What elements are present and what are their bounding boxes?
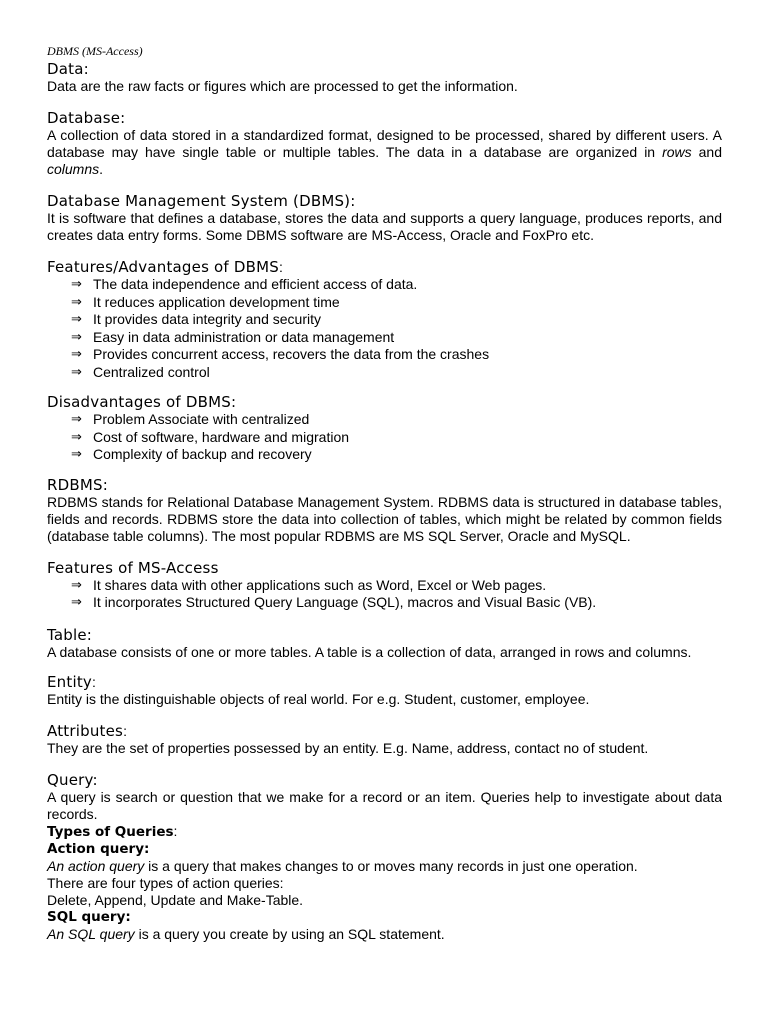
list-item: ⇒ Problem Associate with centralized xyxy=(71,411,722,429)
types-title: Types of Queries xyxy=(47,823,174,840)
heading-attributes xyxy=(47,722,722,740)
database-and-word: and xyxy=(691,144,722,160)
section-table xyxy=(47,626,722,661)
paragraph-action-list: Delete, Append, Update and Make-Table. xyxy=(47,891,304,908)
list-item: ⇒ It provides data integrity and security xyxy=(71,311,722,329)
entity-colon: : xyxy=(92,673,97,690)
paragraph-query: A query is search or question that we make for a record or an item. Queries help to investigate about data records. xyxy=(47,788,722,822)
list-item: ⇒ It incorporates Structured Query Language (SQL), macros and Visual Basic (VB). xyxy=(71,594,722,612)
disadvantages-list xyxy=(47,411,722,464)
database-period: . xyxy=(99,161,104,177)
database-columns-word: columns xyxy=(47,161,100,177)
section-database xyxy=(47,109,722,178)
paragraph-sql-query xyxy=(47,926,722,943)
entity-title: Entity xyxy=(47,672,92,691)
paragraph-attributes: They are the set of properties possessed by an entity. E.g. Name, address, contact no of student. xyxy=(47,739,649,756)
section-data xyxy=(47,60,722,95)
attributes-colon: : xyxy=(123,722,128,739)
paragraph-table: A database consists of one or more tables. A table is a collection of data, arranged in rows and columns. xyxy=(47,643,692,660)
advantages-title: Features/Advantages of DBMS xyxy=(47,258,279,276)
access-features-list xyxy=(47,577,722,612)
heading-access-features: Features of MS-Access xyxy=(47,558,219,577)
heading-data: Data: xyxy=(47,60,89,78)
types-colon: : xyxy=(173,822,178,839)
attributes-title: Attributes xyxy=(47,721,124,740)
document-header: DBMS (MS-Access) xyxy=(47,44,143,58)
paragraph-data: Data are the raw facts or figures which are processed to get the information. xyxy=(47,78,518,94)
sql-query-term: An SQL query xyxy=(47,925,135,942)
section-rdbms xyxy=(47,476,722,545)
paragraph-action-types: There are four types of action queries: xyxy=(47,874,284,891)
list-item: ⇒ Complexity of backup and recovery xyxy=(71,446,722,464)
paragraph-action-query xyxy=(47,858,722,875)
section-access-features xyxy=(47,559,722,612)
section-attributes xyxy=(47,722,722,757)
advantages-colon: : xyxy=(278,259,284,275)
action-query-text: is a query that makes changes to or moves many records in just one operation. xyxy=(144,857,638,874)
list-item: ⇒ It shares data with other applications such as Word, Excel or Web pages. xyxy=(71,577,722,595)
heading-query: Query: xyxy=(47,770,98,789)
list-item: ⇒ Easy in data administration or data management xyxy=(71,329,722,347)
document-page xyxy=(47,44,722,943)
paragraph-rdbms: RDBMS stands for Relational Database Management System. RDBMS data is structured in database tables, fields and records. RDBMS store the data into collection of tables, which might be related by common fields (database table columns). The most popular RDBMS are MS SQL Server, Oracle and MySQL. xyxy=(47,493,722,544)
heading-types-of-queries xyxy=(47,823,722,841)
database-rows-word: rows xyxy=(662,144,692,160)
heading-advantages xyxy=(47,258,722,276)
section-dbms xyxy=(47,192,722,244)
heading-database: Database: xyxy=(47,109,126,127)
list-item: ⇒ Centralized control xyxy=(71,364,722,382)
section-entity xyxy=(47,673,722,708)
paragraph-entity: Entity is the distinguishable objects of real world. For e.g. Student, customer, employee. xyxy=(47,690,590,707)
heading-sql-query: SQL query: xyxy=(47,908,131,925)
list-item: ⇒ It reduces application development time xyxy=(71,294,722,312)
list-item: ⇒ The data independence and efficient access of data. xyxy=(71,276,722,294)
heading-disadvantages: Disadvantages of DBMS: xyxy=(47,393,237,411)
section-disadvantages xyxy=(47,393,722,464)
heading-action-query: Action query: xyxy=(47,840,150,857)
action-query-term: An action query xyxy=(47,857,145,874)
paragraph-dbms: It is software that defines a database, stores the data and supports a query language, produces reports, and creates data entry forms. Some DBMS software are MS-Access, Oracle and FoxPro etc. xyxy=(47,210,722,243)
list-item: ⇒ Provides concurrent access, recovers the data from the crashes xyxy=(71,346,722,364)
database-text: A collection of data stored in a standardized format, designed to be processed, shared by different users. A database may have single table or multiple tables. The data in a database are organized in xyxy=(47,127,722,160)
section-advantages xyxy=(47,258,722,381)
heading-rdbms: RDBMS: xyxy=(47,475,108,494)
sql-query-text: is a query you create by using an SQL statement. xyxy=(134,925,445,942)
paragraph-database xyxy=(47,127,722,178)
heading-entity xyxy=(47,673,722,691)
advantages-list xyxy=(47,276,722,381)
section-query xyxy=(47,771,722,943)
list-item: ⇒ Cost of software, hardware and migration xyxy=(71,429,722,447)
heading-dbms: Database Management System (DBMS): xyxy=(47,192,356,210)
heading-table: Table: xyxy=(47,625,93,644)
